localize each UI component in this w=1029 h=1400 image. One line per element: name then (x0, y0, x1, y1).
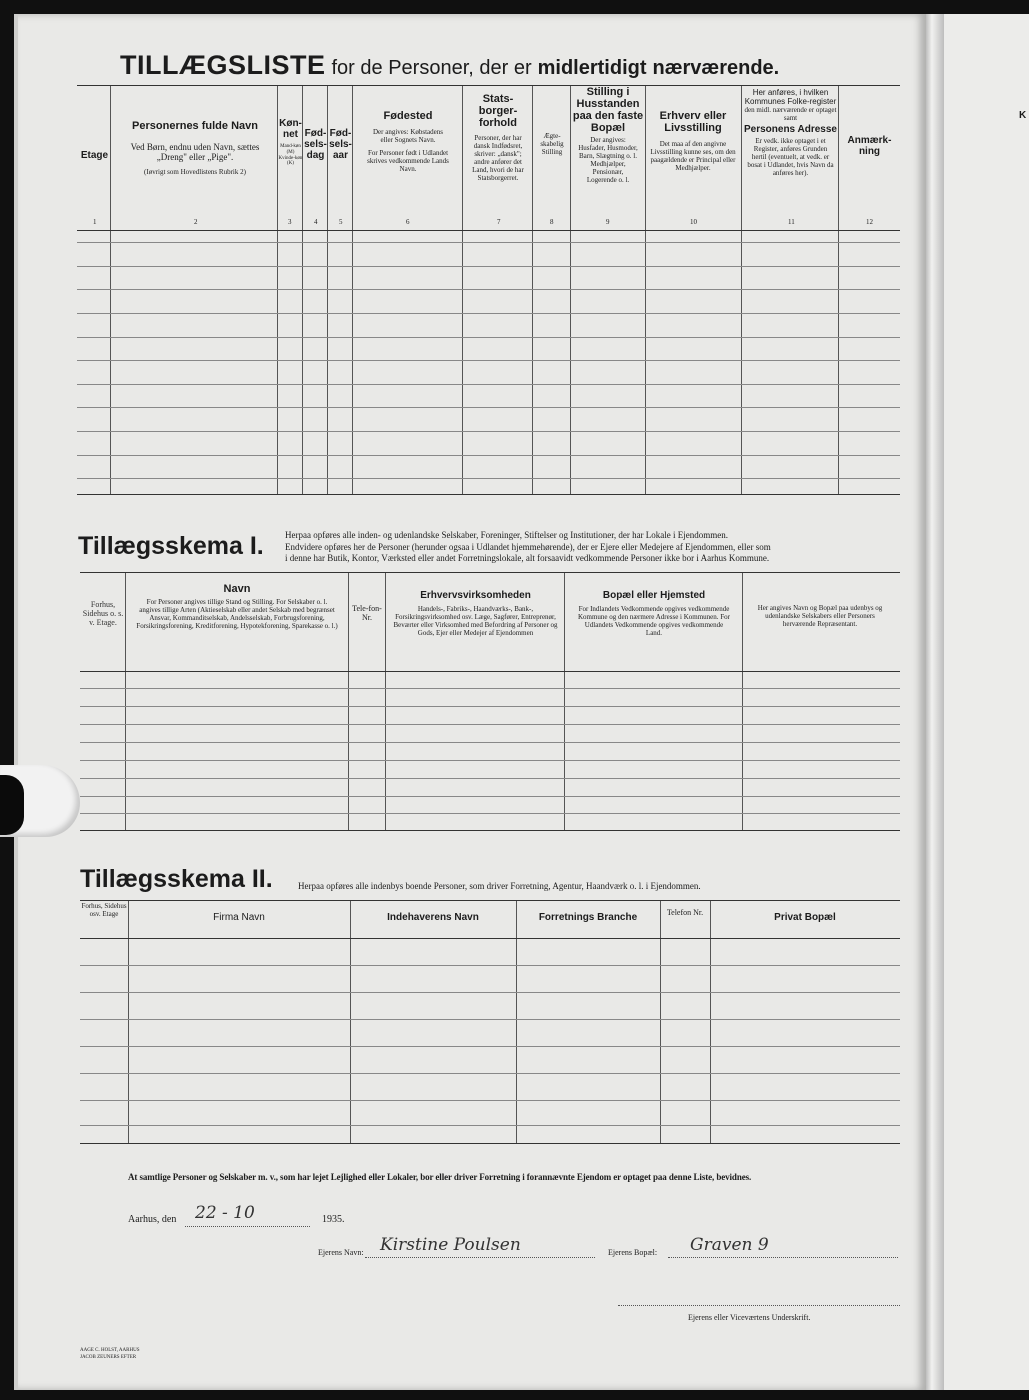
adjacent-page-fragment: K (1019, 110, 1027, 121)
col-num-2: 2 (194, 218, 198, 226)
col-num-5: 5 (339, 218, 343, 226)
schema1-desc-2: Endvidere opføres her de Personer (herunder ogsaa i Udlandet hjemmehørende), der er Ejere eller Medejere af Ejendommen, eller som (285, 541, 771, 552)
schema1-desc-1: Herpaa opføres alle inden- og udenlandske Selskaber, Foreninger, Stiftelser og Institutioner, der har Lokale i Ejendommen. (285, 530, 729, 540)
col-occupation-header (645, 110, 741, 172)
schema1-erhverv-title: Erhvervsvirksomheden (420, 590, 531, 601)
col-occupation-sub: Det maa af den angivne Livsstilling kunne ses, om den paagældende er Principal eller Medhjælper. (650, 140, 736, 173)
schema1-col-telefon: Tele-fon-Nr. (352, 604, 382, 623)
col-name-title: Personernes fulde Navn (132, 120, 258, 132)
col-register-title2: Personens Adresse (743, 124, 837, 136)
col-marital-header: Ægte-skabelig Stilling (540, 132, 564, 157)
col-birthyear-header: Fød-sels-aar (329, 128, 352, 161)
schema1-erhverv-sub: Handels-, Fabriks-, Haandværks-, Bank-, Forsikringsvirksomhed osv. Læge, Sagfører, Entreprenør, Beværter eller Virksomhed med Befordring af Personer og Gods, Ejer eller Medejer af Ejendommen (393, 605, 558, 638)
schema2-col-indehaver: Indehaverens Navn (387, 912, 479, 923)
schema1-navn-sub: For Personer angives tillige Stand og Stilling. For Selskaber o. l. angives tillige Arten (Aktieselskab eller andet Selskab med begrænset Ansvar, Kommanditselskab, Andelsselskab, Forbrugsforening, Forsikringsforening, Kreditforening, Hypotekforening, Sparekasse o. l.) (136, 598, 338, 631)
schema2-table (80, 900, 900, 1144)
signature-label: Ejerens eller Viceværtens Underskrift. (688, 1313, 811, 1322)
title-emph: midlertidigt (537, 57, 647, 79)
col-register-sub2: Er vedk. ikke optaget i et Register, anføres Grunden hertil (eventuelt, at vedk. er bosat i Udlandet, hvis Navn da anføres her). (747, 137, 834, 178)
col-household-title2: Bopæl (590, 122, 626, 134)
title-main: TILLÆGSLISTE (120, 50, 326, 80)
owner-name-label: Ejerens Navn: (318, 1248, 364, 1257)
schema1-col-bopael (566, 590, 742, 637)
attestation-text: At samtlige Personer og Selskaber m. v., som har lejet Lejlighed eller Lokaler, bor eller driver Forretning i forannævnte Ejendom er optaget paa denne Liste, bevidnes. (128, 1172, 752, 1182)
schema1-description (285, 530, 900, 565)
page-title (120, 50, 779, 81)
col-num-9: 9 (606, 218, 610, 226)
title-mid: for de Personer, der er (331, 57, 532, 79)
city-date-label: Aarhus, den (128, 1214, 177, 1225)
owner-address-line (668, 1257, 898, 1258)
schema1-bopael-sub: For Indlandets Vedkommende opgives vedkommende Kommune og den nærmere Adresse i Kommunen. For Udlandets Vedkommende opgives vedkommende Land. (577, 605, 731, 638)
col-num-3: 3 (288, 218, 292, 226)
col-birthplace-header (353, 110, 463, 173)
schema2-title: Tillægsskema II. (80, 865, 273, 893)
schema1-bopael-title: Bopæl eller Hjemsted (602, 590, 706, 601)
schema2-col-branche: Forretnings Branche (538, 912, 638, 923)
schema2-col-etage: Forhus, Sidehus osv. Etage (81, 902, 127, 919)
col-register-sub: den midl. nærværende er optaget samt (744, 106, 837, 123)
col-name-sub: Ved Børn, endnu uden Navn, sættes „Dreng" eller „Pige". (130, 142, 260, 163)
col-gender-header (278, 118, 303, 167)
schema2-col-telefon: Telefon Nr. (666, 908, 704, 917)
col-citizenship-sub: Personer, der har dansk Indfødsret, skriver: „dansk"; andre anfører det Land, hvori de har Statsborgerret. (472, 134, 524, 183)
col-birthday-header: Fød-sels-dag (304, 128, 327, 161)
col-num-1: 1 (93, 218, 97, 226)
schema2-col-firma: Firma Navn (213, 912, 265, 923)
col-citizenship-header (463, 93, 533, 182)
schema1-desc-3: i denne har Butik, Kontor, Værksted eller andet Forretningslokale, alt forsaavidt vedkommende Personer ikke bor i Aarhus Kommune. (285, 553, 770, 564)
col-num-8: 8 (550, 218, 554, 226)
col-household-sub: Der angives: Husfader, Husmoder, Barn, Slægtning o. l. Medhjælper, Pensionær, Logerende o. l. (578, 136, 638, 185)
schema1-title: Tillægsskema I. (78, 532, 264, 560)
schema1-navn-title: Navn (223, 583, 251, 595)
col-name-sub2: (Iøvrigt som Hovedlistens Rubrik 2) (144, 167, 246, 176)
col-register-header (742, 88, 839, 177)
thumb-shadow (0, 775, 24, 835)
owner-name-handwritten: Kirstine Poulsen (380, 1235, 521, 1255)
col-num-11: 11 (788, 218, 795, 226)
owner-address-label: Ejerens Bopæl: (608, 1248, 658, 1257)
col-num-6: 6 (406, 218, 410, 226)
col-register-title: Her anføres, i hvilken Kommunes Folke-register (744, 88, 837, 106)
schema2-description: Herpaa opføres alle indenbys boende Personer, som driver Forretning, Agentur, Haandværk o. l. i Ejendommen. (298, 881, 701, 891)
schema1-col-etage: Forhus, Sidehus o. s. v. Etage. (82, 600, 124, 628)
col-gender-sub: Mand-køn (M) Kvinde-køn (K) (278, 144, 303, 167)
col-occupation-title: Erhverv eller Livsstilling (659, 110, 727, 134)
year-label: 1935. (322, 1214, 345, 1225)
schema1-col-erhverv (387, 590, 564, 637)
schema1-col-navn (128, 583, 346, 630)
date-handwritten: 22 - 10 (195, 1203, 255, 1223)
adjacent-page (944, 14, 1029, 1390)
col-household-header (571, 86, 645, 184)
col-citizenship-title: Stats-borger-forhold (478, 93, 518, 129)
date-line (185, 1226, 310, 1227)
col-num-7: 7 (497, 218, 501, 226)
col-etage-header: Etage (80, 150, 109, 161)
col-name-header (112, 120, 278, 176)
owner-address-handwritten: Graven 9 (690, 1235, 769, 1255)
signature-line (618, 1305, 900, 1306)
printer-imprint: AAGE C. HOLST, AARHUS JACOB ZEUNERS EFTER (80, 1348, 140, 1360)
col-household-title: Stilling i Husstanden paa den faste (572, 86, 644, 122)
schema1-col-representative: Her angives Navn og Bopæl paa udenbys og udenlandske Selskabers eller Personers herværende Repræsentant. (757, 604, 883, 629)
col-gender-title: Køn-net (279, 118, 302, 140)
schema2-col-bopael: Privat Bopæl (774, 912, 836, 923)
col-remark-header: Anmærk-ning (847, 135, 892, 157)
col-num-10: 10 (690, 218, 697, 226)
col-num-12: 12 (866, 218, 873, 226)
col-birthplace-sub: Der angives: Købstadens eller Sognets Navn. (373, 128, 443, 145)
col-num-4: 4 (314, 218, 318, 226)
col-birthplace-title: Fødested (383, 110, 433, 122)
title-end: nærværende. (652, 57, 780, 79)
owner-name-line (365, 1257, 595, 1258)
col-birthplace-sub2: For Personer født i Udlandet skrives vedkommende Lands Navn. (367, 149, 449, 174)
